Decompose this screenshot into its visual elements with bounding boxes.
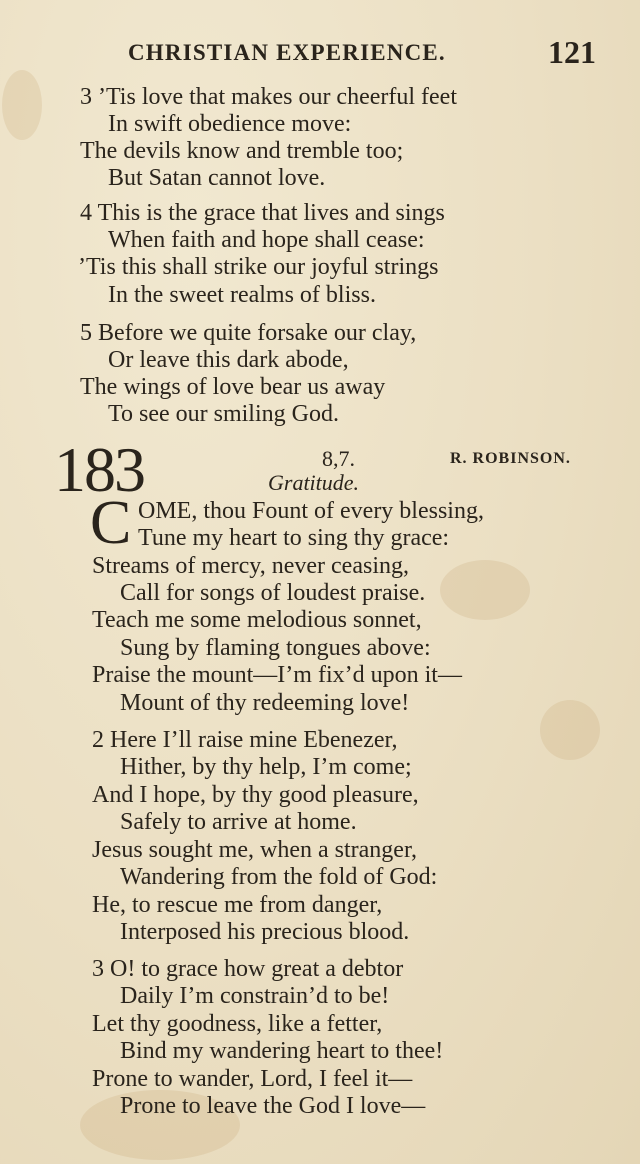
verse-line: Daily I’m constrain’d to be!	[120, 983, 390, 1009]
verse-line: Bind my wandering heart to thee!	[120, 1038, 444, 1064]
verse-line: Tune my heart to sing thy grace:	[138, 525, 450, 551]
verse-line: OME, thou Fount of every blessing,	[138, 498, 484, 524]
verse-line: Praise the mount—I’m fix’d upon it—	[92, 662, 462, 688]
verse-line: Safely to arrive at home.	[120, 809, 357, 835]
verse-line: 3 O! to grace how great a debtor	[92, 956, 404, 982]
verse-line: Interposed his precious blood.	[120, 919, 410, 945]
page-stain	[540, 700, 600, 760]
hymn-meter: 8,7.	[322, 446, 355, 471]
verse-line: Streams of mercy, never ceasing,	[92, 553, 409, 579]
verse-line: 4 This is the grace that lives and sings	[80, 200, 445, 226]
verse-line: 2 Here I’ll raise mine Ebenezer,	[92, 727, 398, 753]
verse-line: He, to rescue me from danger,	[92, 892, 383, 918]
verse-line: Sung by flaming tongues above:	[120, 635, 431, 661]
hymn-author: R. ROBINSON.	[450, 450, 571, 467]
verse-line: But Satan cannot love.	[108, 165, 326, 191]
page-stain	[440, 560, 530, 620]
verse-line: 3 ’Tis love that makes our cheerful feet	[80, 84, 458, 110]
drop-cap: C	[90, 489, 132, 557]
verse-line: Prone to wander, Lord, I feel it—	[92, 1066, 413, 1092]
running-head: CHRISTIAN EXPERIENCE.	[128, 40, 446, 65]
verse-line: And I hope, by thy good pleasure,	[92, 782, 419, 808]
hymn-subtitle: Gratitude.	[268, 470, 360, 495]
verse-line: Mount of thy redeeming love!	[120, 690, 410, 716]
verse-line: When faith and hope shall cease:	[108, 227, 425, 253]
verse-line: 5 Before we quite forsake our clay,	[80, 320, 417, 346]
verse-line: Teach me some melodious sonnet,	[92, 607, 422, 633]
verse-line: Let thy goodness, like a fetter,	[92, 1011, 383, 1037]
page-number: 121	[548, 34, 596, 70]
verse-line: To see our smiling God.	[108, 401, 339, 427]
verse-line: The devils know and tremble too;	[80, 138, 404, 164]
page-header	[128, 34, 596, 74]
verse-line: Call for songs of loudest praise.	[120, 580, 426, 606]
verse-line: Jesus sought me, when a stranger,	[92, 837, 417, 863]
verse-line: In swift obedience move:	[108, 111, 352, 137]
verse-line: Hither, by thy help, I’m come;	[120, 754, 412, 780]
verse-line: In the sweet realms of bliss.	[108, 282, 376, 308]
page-stain	[2, 70, 42, 140]
verse-line: Wandering from the fold of God:	[120, 864, 438, 890]
verse-line: ’Tis this shall strike our joyful strings	[78, 254, 439, 280]
verse-line: Or leave this dark abode,	[108, 347, 349, 373]
verse-line: Prone to leave the God I love—	[120, 1093, 426, 1119]
verse-line: The wings of love bear us away	[80, 374, 386, 400]
hymn-number: 183	[54, 434, 144, 505]
